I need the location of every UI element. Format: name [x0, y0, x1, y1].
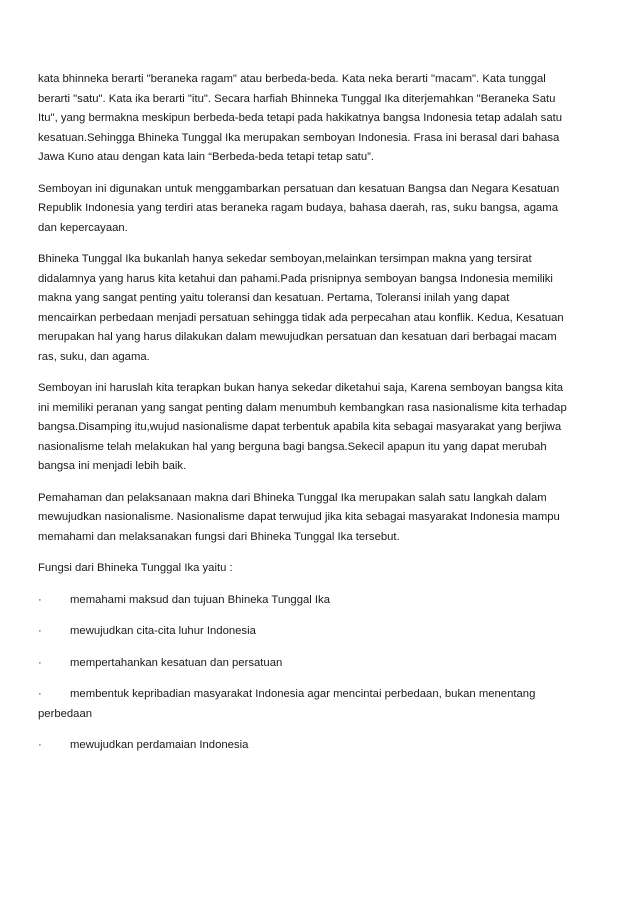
- list-item-text: membentuk kepribadian masyarakat Indonesia agar mencintai perbedaan, bukan menentang perbedaan: [38, 688, 536, 720]
- paragraph-functions-heading: Fungsi dari Bhineka Tunggal Ika yaitu :: [38, 562, 233, 574]
- list-item-text: mewujudkan cita-cita luhur Indonesia: [70, 625, 256, 637]
- bullet-icon: ·: [38, 656, 42, 669]
- list-item-text: mempertahankan kesatuan dan persatuan: [70, 656, 283, 669]
- paragraph-understanding: Pemahaman dan pelaksanaan makna dari Bhineka Tunggal Ika merupakan salah satu langkah dalam mewujudkan nasionalisme. Nasionalisme dapat terwujud jika kita sebagai masyarakat Indonesia mampu memahami dan melaksanakan fungsi dari Bhineka Tunggal Ika tersebut.: [38, 491, 560, 543]
- list-item-text: memahami maksud dan tujuan Bhineka Tunggal Ika: [70, 593, 330, 606]
- bullet-icon: ·: [38, 625, 42, 637]
- list-item: [38, 685, 568, 724]
- bullet-icon: ·: [38, 739, 42, 751]
- paragraph-application: Semboyan ini haruslah kita terapkan bukan hanya sekedar diketahui saja, Karena semboyan bangsa kita ini memiliki peranan yang sangat penting dalam menumbuh kembangkan rasa nasionalisme kita terhadap bangsa.Disamping itu,wujud nasionalisme dapat terbentuk apabila kita sebagai masyarakat yang berjiwa nasionalisme telah melakukan hal yang berguna bagi bangsa.Sekecil apapun itu yang dapat merubah bangsa ini menjadi lebih baik.: [38, 382, 567, 472]
- list-item-text: mewujudkan perdamaian Indonesia: [70, 739, 249, 751]
- list-item: [38, 736, 568, 756]
- paragraph-meaning: kata bhinneka berarti "beraneka ragam" atau berbeda-beda. Kata neka berarti "macam". Kata tunggal berarti "satu". Kata ika berarti "itu". Secara harfiah Bhinneka Tunggal Ika diterjemahkan "Beraneka Satu Itu", yang bermakna meskipun berbeda-beda tetapi pada hakikatnya bangsa Indonesia tetap adalah satu kesatuan.Sehingga Bhineka Tunggal Ika merupakan semboyan Indonesia. Frasa ini berasal dari bahasa Jawa Kuno atau dengan kata lain “Berbeda-beda tetapi tetap satu”.: [38, 73, 563, 163]
- bullet-icon: ·: [38, 688, 42, 700]
- list-item: [38, 591, 568, 611]
- bullet-icon: ·: [38, 593, 42, 606]
- paragraph-usage: Semboyan ini digunakan untuk menggambarkan persatuan dan kesatuan Bangsa dan Negara Kesatuan Republik Indonesia yang terdiri atas beraneka ragam budaya, bahasa daerah, ras, suku bangsa, agama dan kepercayaan.: [38, 182, 560, 234]
- list-item: [38, 622, 568, 642]
- paragraph-significance: Bhineka Tunggal Ika bukanlah hanya sekedar semboyan,melainkan tersimpan makna yang tersirat didalamnya yang harus kita ketahui dan pahami.Pada prisnipnya semboyan bangsa Indonesia memiliki makna yang sangat penting yaitu toleransi dan kesatuan. Pertama, Toleransi inilah yang dapat mencairkan perbedaan menjadi persatuan sehingga tidak ada perpecahan atau konflik. Kedua, Kesatuan merupakan hal yang harus dilakukan dalam mewujudkan persatuan dan kesatuan dari berbagai macam ras, suku, dan agama.: [38, 253, 564, 363]
- list-item: [38, 654, 568, 674]
- document-page: [38, 70, 568, 768]
